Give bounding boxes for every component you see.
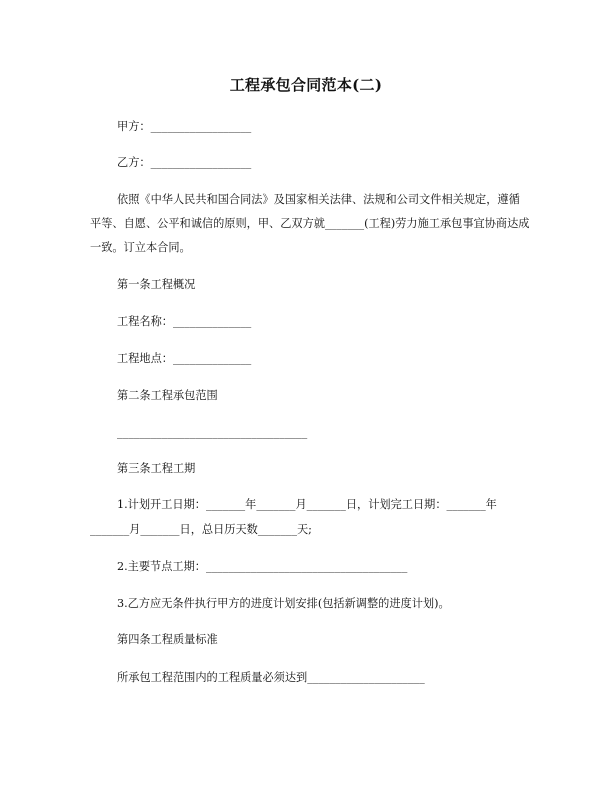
document-title: 工程承包合同范本(二) [229,76,383,94]
article4-heading: 第四条工程质量标准 [117,633,218,646]
schedule-item1-line2: _______月_______日，总日历天数_______天; [90,523,312,536]
schedule-item3-line: 3.乙方应无条件执行甲方的进度计划安排(包括新调整的进度计划)。 [117,597,450,610]
party-b-line: 乙方：__________________ [117,156,252,169]
schedule-item2-line: 2.主要节点工期：____________________________________ [117,560,408,573]
schedule-item1-line1: 1.计划开工日期：_______年_______月_______日，计划完工日期：_______年 [117,498,497,511]
article2-heading: 第二条工程承包范围 [117,389,218,402]
party-a-line: 甲方：__________________ [117,120,252,133]
project-location-line: 工程地点：______________ [117,352,252,365]
scope-blank-line: __________________________________ [117,426,308,439]
article3-heading: 第三条工程工期 [117,462,196,475]
article1-heading: 第一条工程概况 [117,278,196,291]
intro-paragraph: 依照《中华人民共和国合同法》及国家相关法律、法规和公司文件相关规定，遵循平等、自愿、公平和诚信的原则，甲、乙双方就_______(工程)劳力施工承包事宜协商达成一致。订立本合同。 [90,193,530,254]
project-name-line: 工程名称：______________ [117,315,252,328]
quality-standard-line: 所承包工程范围内的工程质量必须达到_____________________ [117,671,425,684]
